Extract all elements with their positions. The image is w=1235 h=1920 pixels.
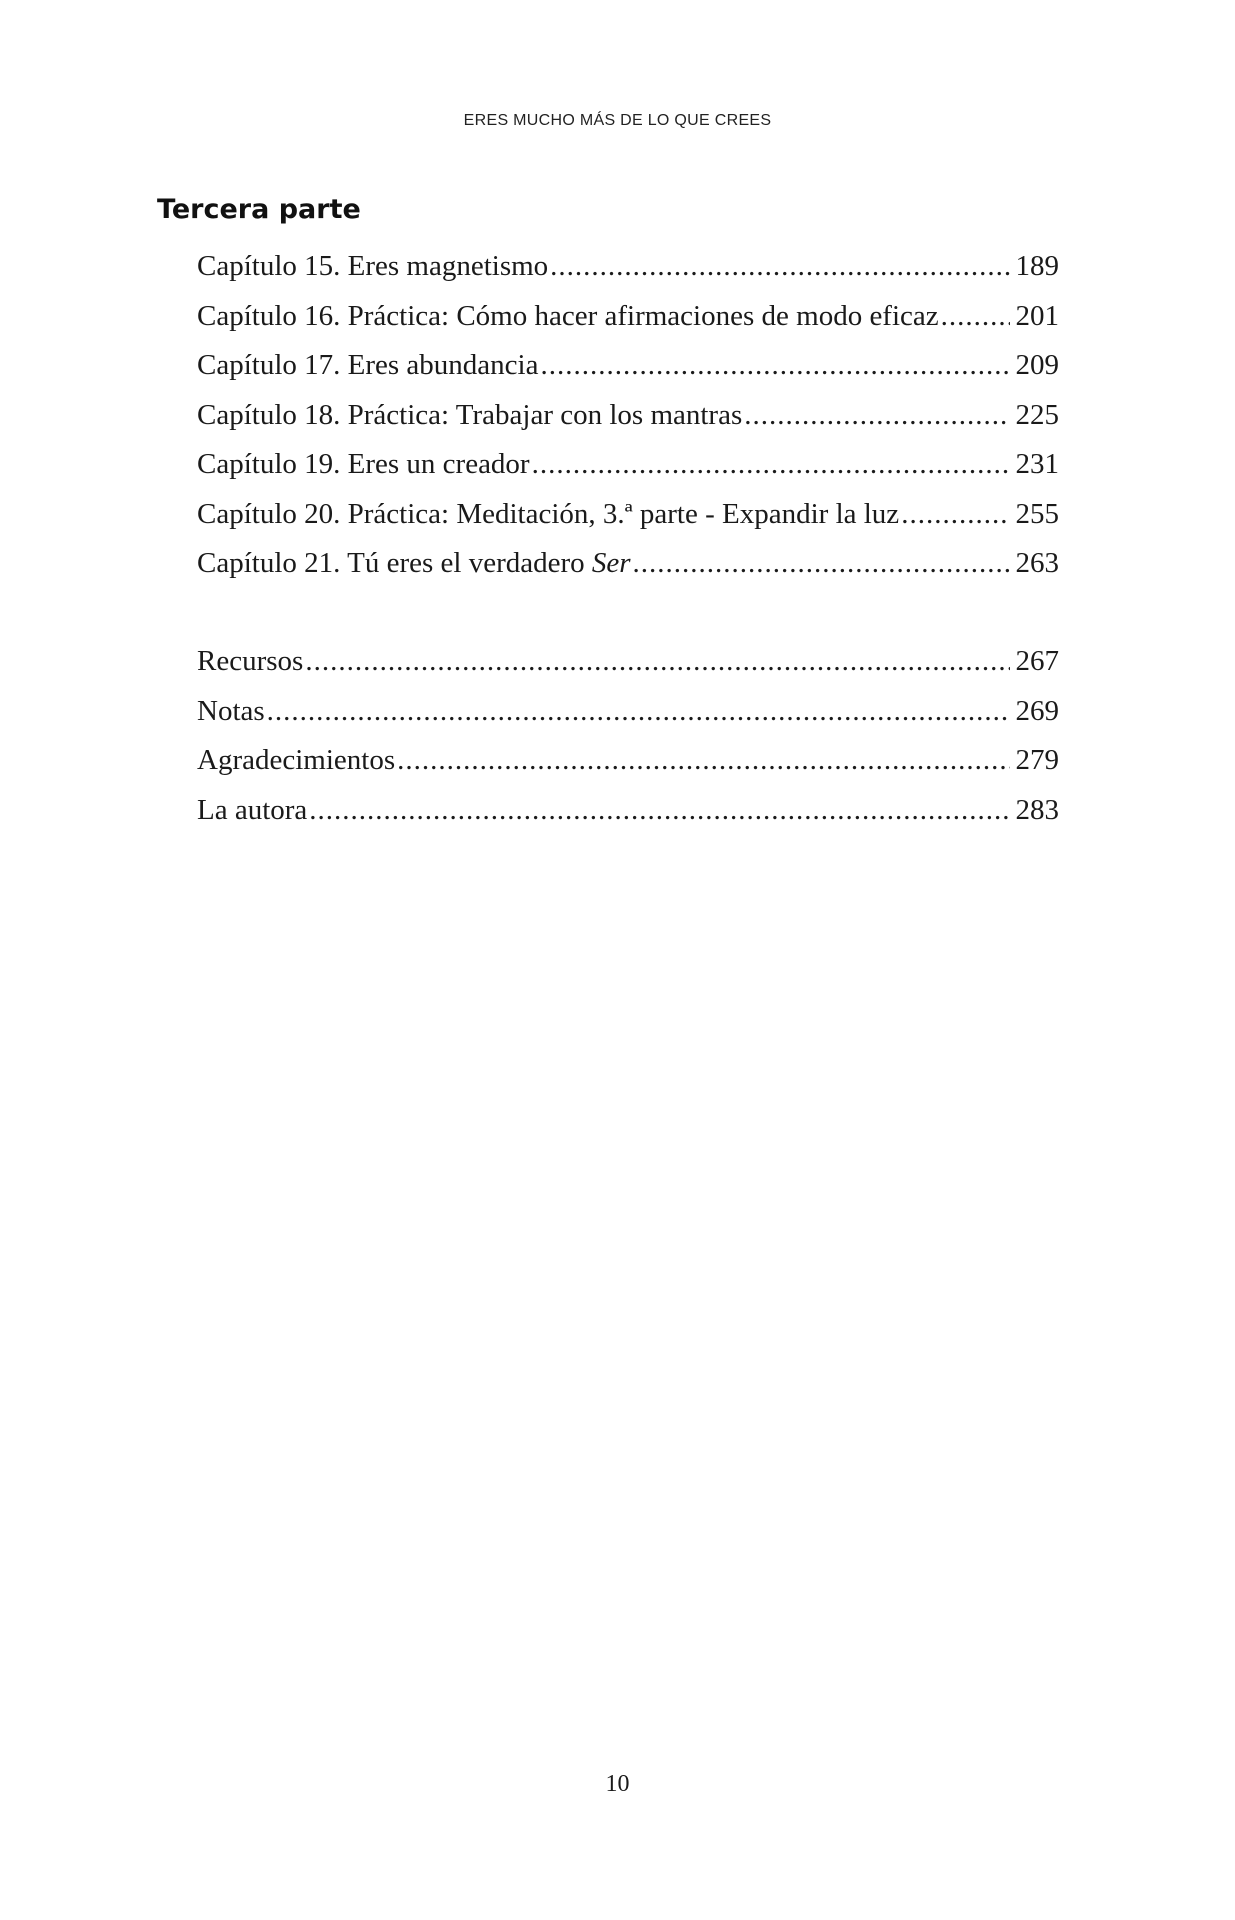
toc-entry-title: Capítulo 20. Práctica: Meditación, 3.ª parte - Expandir la luz xyxy=(197,497,900,530)
toc-back-matter-list xyxy=(197,637,1059,835)
toc-dot-leader xyxy=(267,687,1010,737)
toc-entry-chapter-19 xyxy=(197,440,1059,490)
toc-entry-agradecimientos xyxy=(197,736,1059,786)
toc-entry-page: 189 xyxy=(1015,250,1059,282)
toc-entry-chapter-21 xyxy=(197,539,1059,589)
toc-entry-notas xyxy=(197,687,1059,737)
toc-entry-page: 269 xyxy=(1015,694,1059,727)
toc-dot-leader xyxy=(305,637,1009,687)
section-heading: Tercera parte xyxy=(157,194,361,225)
toc-dot-leader xyxy=(309,786,1009,836)
toc-entry-title xyxy=(197,539,631,589)
toc-entry-page: 231 xyxy=(1015,448,1059,480)
toc-dot-leader xyxy=(941,292,1010,342)
toc-dot-leader xyxy=(540,341,1009,391)
toc-entry-page: 267 xyxy=(1015,645,1059,677)
toc-entry-chapter-16 xyxy=(197,292,1059,342)
toc-entry-recursos xyxy=(197,637,1059,687)
toc-entry-title: Capítulo 15. Eres magnetismo xyxy=(197,250,549,282)
toc-entry-page: 255 xyxy=(1015,497,1059,530)
toc-dot-leader xyxy=(633,539,1010,589)
toc-entry-chapter-20 xyxy=(197,490,1059,540)
toc-entry-page: 225 xyxy=(1015,398,1059,431)
toc-entry-chapter-18 xyxy=(197,391,1059,441)
toc-part3-list xyxy=(197,242,1059,589)
toc-entry-page: 279 xyxy=(1015,744,1059,776)
toc-entry-title: Recursos xyxy=(197,645,304,677)
toc-entry-title: Agradecimientos xyxy=(197,744,396,776)
toc-dot-leader xyxy=(744,391,1009,441)
toc-entry-chapter-17 xyxy=(197,341,1059,391)
toc-entry-title: La autora xyxy=(197,793,308,826)
toc-dot-leader xyxy=(550,242,1009,292)
page-number: 10 xyxy=(605,1771,630,1797)
toc-entry-chapter-15 xyxy=(197,242,1059,292)
toc-entry-page: 201 xyxy=(1015,299,1059,332)
toc-entry-title: Capítulo 16. Práctica: Cómo hacer afirmaciones de modo eficaz xyxy=(197,299,939,332)
toc-entry-title-italic: Ser xyxy=(591,547,631,579)
toc-entry-title: Capítulo 17. Eres abundancia xyxy=(197,349,539,381)
toc-entry-title: Capítulo 19. Eres un creador xyxy=(197,448,530,480)
toc-dot-leader xyxy=(532,440,1010,490)
toc-entry-title: Notas xyxy=(197,694,265,727)
toc-entry-page: 283 xyxy=(1015,793,1059,826)
toc-dot-leader xyxy=(397,736,1009,786)
toc-entry-title-text: Capítulo 21. Tú eres el verdadero xyxy=(197,547,592,579)
toc-entry-title: Capítulo 18. Práctica: Trabajar con los mantras xyxy=(197,398,743,431)
toc-entry-page: 263 xyxy=(1015,547,1059,579)
toc-dot-leader xyxy=(901,490,1009,540)
toc-entry-la-autora xyxy=(197,786,1059,836)
toc-entry-page: 209 xyxy=(1015,349,1059,381)
running-header: ERES MUCHO MÁS DE LO QUE CREES xyxy=(463,112,772,129)
